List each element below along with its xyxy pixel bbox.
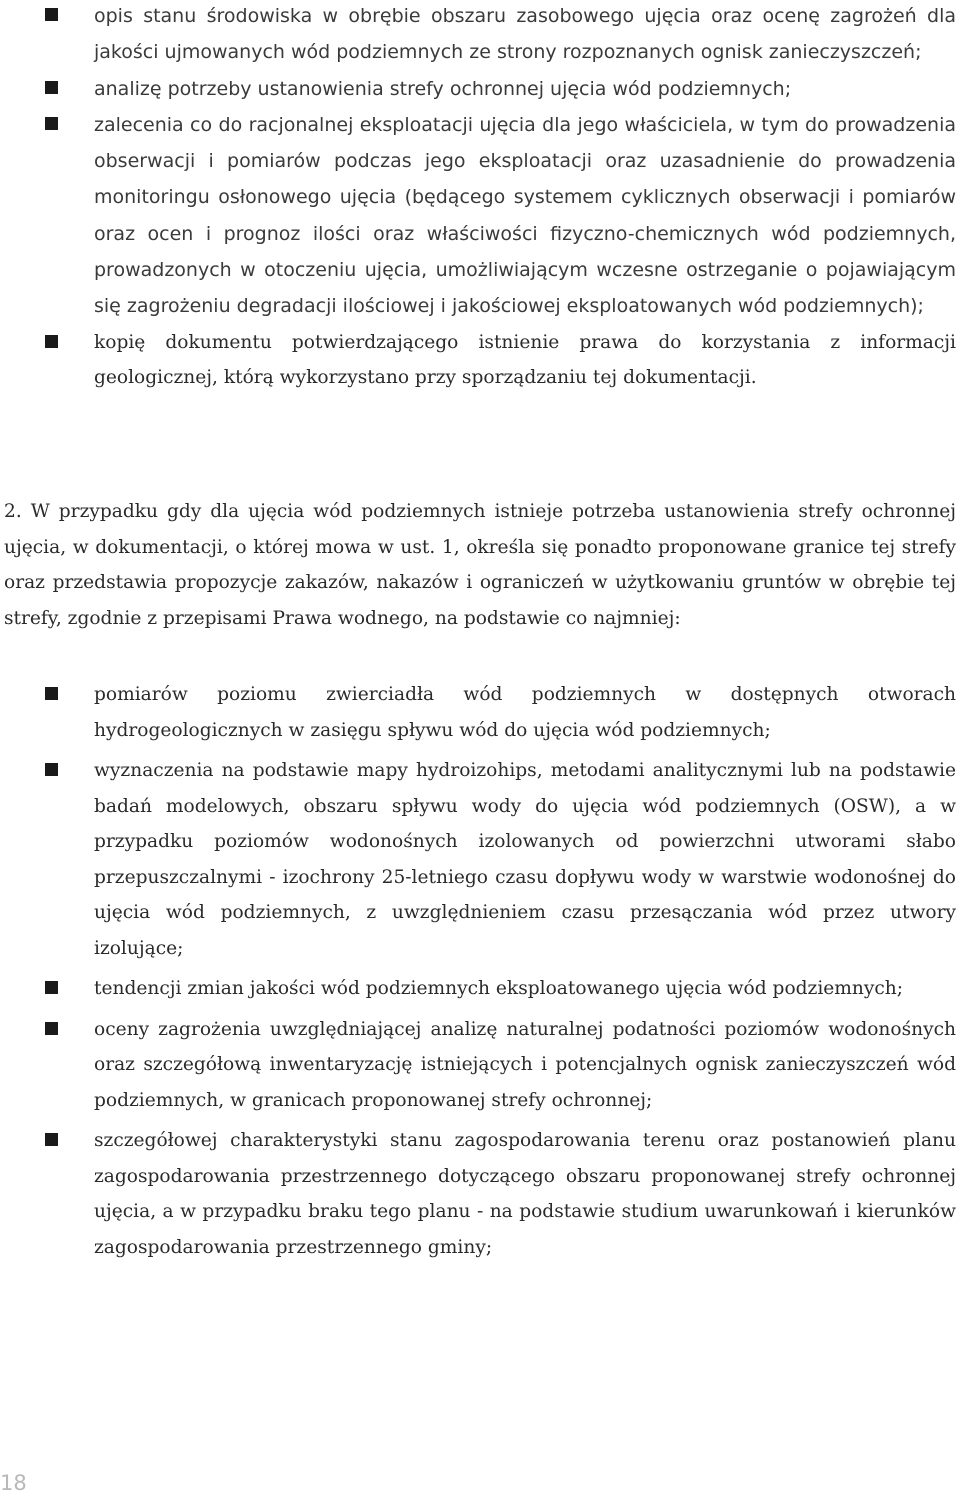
list-item-text: kopię dokumentu potwierdzającego istnienie prawa do korzystania z informacji geologicznej, którą wykorzystano przy sporządzaniu tej dokumentacji. <box>94 331 956 389</box>
list-item-text: pomiarów poziomu zwierciadła wód podziemnych w dostępnych otworach hydrogeologicznych w zasięgu spływu wód do ujęcia wód podziemnych; <box>94 684 956 741</box>
list-item <box>0 753 960 966</box>
list-item-text: tendencji zmian jakości wód podziemnych eksploatowanego ujęcia wód podziemnych; <box>94 978 904 999</box>
square-bullet-icon <box>45 687 58 700</box>
list-item-text: szczegółowej charakterystyki stanu zagospodarowania terenu oraz postanowień planu zagospodarowania przestrzennego dotyczącego obszaru proponowanej strefy ochronnej ujęcia, a w przypadku braku tego planu - na podstawie studium uwarunkowań i kierunków zagospodarowania przestrzennego gminy; <box>94 1130 956 1258</box>
square-bullet-icon <box>45 1022 58 1035</box>
list-item <box>0 1012 960 1119</box>
list-item-text: zalecenia co do racjonalnej eksploatacji ujęcia dla jego właściciela, w tym do prowadzenia obserwacji i pomiarów podczas jego eksploatacji oraz uzasadnienie do prowadzenia monitoringu osłonowego ujęcia (będącego systemem cyklicznych obserwacji i pomiarów oraz ocen i prognoz ilości oraz właściwości fizyczno-chemicznych wód podziemnych, prowadzonych w otoczeniu ujęcia, umożliwiającym wczesne ostrzeganie o pojawiającym się zagrożeniu degradacji ilościowej i jakościowej eksploatowanych wód podziemnych); <box>94 113 956 318</box>
list-item <box>0 677 960 748</box>
bullet-list-b <box>0 677 960 1270</box>
square-bullet-icon <box>45 81 58 94</box>
square-bullet-icon <box>45 763 58 776</box>
list-item <box>0 0 960 71</box>
paragraph-section <box>0 494 960 636</box>
list-item-text: wyznaczenia na podstawie mapy hydroizohips, metodami analitycznymi lub na podstawie badań modelowych, obszaru spływu wody do ujęcia wód podziemnych (OSW), a w przypadku poziomów wodonośnych izolowanych od powierzchni utworami słabo przepuszczalnymi - izochrony 25-letniego czasu dopływu wody w warstwie wodonośnej do ujęcia wód podziemnych, z uwzględnieniem czasu przesączania wód przez utwory izolujące; <box>94 760 956 959</box>
square-bullet-icon <box>45 1133 58 1146</box>
bullet-list-a <box>0 0 960 396</box>
list-item <box>0 71 960 107</box>
list-item <box>0 971 960 1007</box>
paragraph-2: 2. W przypadku gdy dla ujęcia wód podziemnych istnieje potrzeba ustanowienia strefy ochronnej ujęcia, w dokumentacji, o której mowa w ust. 1, określa się ponadto proponowane granice tej strefy oraz przedstawia propozycje zakazów, nakazów i ograniczeń w użytkowaniu gruntów w obrębie tej strefy, zgodnie z przepisami Prawa wodnego, na podstawie co najmniej: <box>4 501 956 629</box>
square-bullet-icon <box>45 117 58 130</box>
list-item-text: oceny zagrożenia uwzględniającej analizę naturalnej podatności poziomów wodonośnych oraz szczegółową inwentaryzację istniejących i potencjalnych ognisk zanieczyszczeń wód podziemnych, w granicach proponowanej strefy ochronnej; <box>94 1018 956 1111</box>
square-bullet-icon <box>45 8 58 21</box>
list-item-text: opis stanu środowiska w obrębie obszaru zasobowego ujęcia oraz ocenę zagrożeń dla jakości ujmowanych wód podziemnych ze strony rozpoznanych ognisk zanieczyszczeń; <box>94 5 956 64</box>
list-item-text: analizę potrzeby ustanowienia strefy ochronnej ujęcia wód podziemnych; <box>94 77 792 100</box>
list-item <box>0 1123 960 1265</box>
square-bullet-icon <box>45 335 58 348</box>
square-bullet-icon <box>45 981 58 994</box>
page-number: 18 <box>0 1471 27 1495</box>
list-item <box>0 325 960 396</box>
list-item <box>0 107 960 325</box>
